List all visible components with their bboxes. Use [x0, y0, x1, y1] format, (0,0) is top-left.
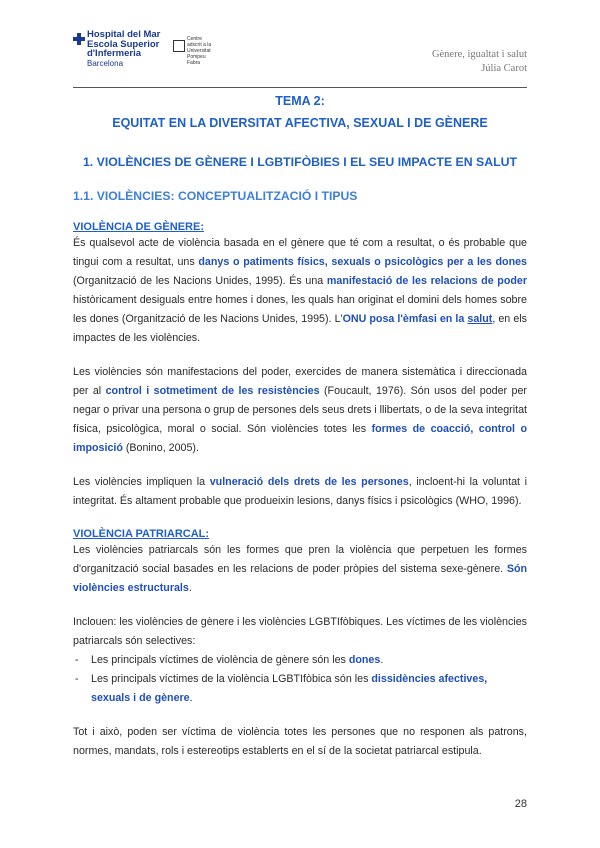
- list-item: [73, 670, 527, 708]
- upf-logo-line: Universitat: [187, 48, 211, 54]
- text: Les violències impliquen la: [73, 476, 210, 488]
- paragraph: Inclouen: les violències de gènere i les violències LGBTIfòbiques. Les víctimes de les violències patriarcals són selectives:: [73, 616, 527, 647]
- upf-logo-line: Centre: [187, 36, 203, 42]
- text: (Organització de les Nacions Unides, 1995). És una: [73, 275, 327, 287]
- page-header: [73, 30, 527, 80]
- text: Les violències patriarcals són les formes que pren la violència que perpetuen les formes d'organització social basades en les relacions de poder pròpies del sistema sexe-gènere.: [73, 544, 527, 575]
- highlight: ONU posa l'èmfasi en la: [342, 313, 468, 325]
- logo-line: Barcelona: [87, 58, 124, 68]
- text: , incloent-hi la voluntat i integritat. És altament probable que produeixin lesions, danys físics i psicològics (WHO, 1996).: [73, 476, 527, 507]
- text: .: [189, 692, 193, 704]
- text: .: [188, 582, 192, 594]
- logo-line: Hospital del Mar: [87, 29, 161, 40]
- paragraph: Tot i això, poden ser víctima de violència totes les persones que no responen als patrons, normes, mandats, rols i estereotips establerts en el sí de la societat patriarcal estipula.: [73, 726, 527, 757]
- highlight: dones: [348, 654, 381, 666]
- text: (Foucault, 1976). Són usos del poder per negar o privar una persona o grup de persones dels seus drets i llibertats, o de la seva integritat física, psicològica, moral o social. Són violències totes les: [73, 385, 527, 435]
- text: , en els impactes de les violències.: [73, 313, 527, 344]
- course-name: Gènere, igualtat i salut: [431, 49, 527, 60]
- paragraph: [73, 473, 527, 511]
- page-number: 28: [514, 798, 527, 810]
- text: Les violències són manifestacions del poder, exercides de manera sistemàtica i direccionada per al: [73, 366, 527, 397]
- author-name: Júlia Carot: [481, 63, 527, 74]
- patriarchal-violence-heading: VIOLÈNCIA PATRIARCAL:: [73, 528, 210, 540]
- header-divider: [73, 87, 527, 88]
- logo-line: Escola Superior: [87, 38, 160, 50]
- paragraph: [73, 234, 527, 348]
- page-content: [73, 92, 527, 761]
- subsection-heading: 1.1. VIOLÈNCIES: CONCEPTUALITZACIÓ I TIPUS: [73, 189, 358, 203]
- hospital-del-mar-logo: [73, 30, 168, 70]
- highlight: manifestació de les relacions de poder: [326, 275, 527, 287]
- text: Les principals víctimes de la violència LGBTIfòbica són les: [91, 673, 372, 685]
- upf-logo-line: adscrit a la: [187, 42, 212, 48]
- upf-logo-line: Pompeu Fabra: [187, 54, 206, 66]
- gender-violence-heading: VIOLÈNCIA DE GÈNERE:: [73, 221, 204, 233]
- text: (Bonino, 2005).: [122, 442, 199, 454]
- highlight-underlined: salut: [467, 313, 493, 325]
- header-meta: [432, 48, 527, 76]
- highlight: formes de coacció, control o imposició: [73, 423, 527, 454]
- highlight: vulneració dels drets de les persones: [209, 476, 409, 488]
- cross-icon: [73, 33, 85, 45]
- list-item: [73, 651, 527, 670]
- paragraph: [73, 363, 527, 458]
- topic-number: TEMA 2:: [275, 94, 325, 108]
- upf-square-icon: [173, 40, 185, 52]
- highlight: Són violències estructurals: [73, 563, 527, 594]
- text: És qualsevol acte de violència basada en el gènere que té com a resultat, o és probable que tingui com a resultat, uns: [73, 237, 527, 268]
- logo-line: d'Infermeria: [87, 48, 141, 59]
- text: Les principals víctimes de violència de gènere són les: [91, 654, 349, 666]
- text: .: [380, 654, 384, 666]
- text: històricament desiguals entre homes i dones, les quals han originat el domini dels homes sobre les dones (Organització de les Nacions Unides, 1995). L': [73, 294, 527, 325]
- paragraph: [73, 541, 527, 598]
- topic-title: EQUITAT EN LA DIVERSITAT AFECTIVA, SEXUAL I DE GÈNERE: [112, 116, 488, 130]
- section-heading: 1. VIOLÈNCIES DE GÈNERE I LGBTIFÒBIES I EL SEU IMPACTE EN SALUT: [82, 155, 518, 169]
- highlight: control i sotmetiment de les resistències: [105, 385, 320, 397]
- highlight: dissidències afectives, sexuals i de gènere: [91, 673, 488, 704]
- highlight: danys o patiments físics, sexuals o psicològics per a les dones: [198, 256, 527, 268]
- victims-list: [73, 651, 527, 708]
- upf-logo: [173, 32, 215, 66]
